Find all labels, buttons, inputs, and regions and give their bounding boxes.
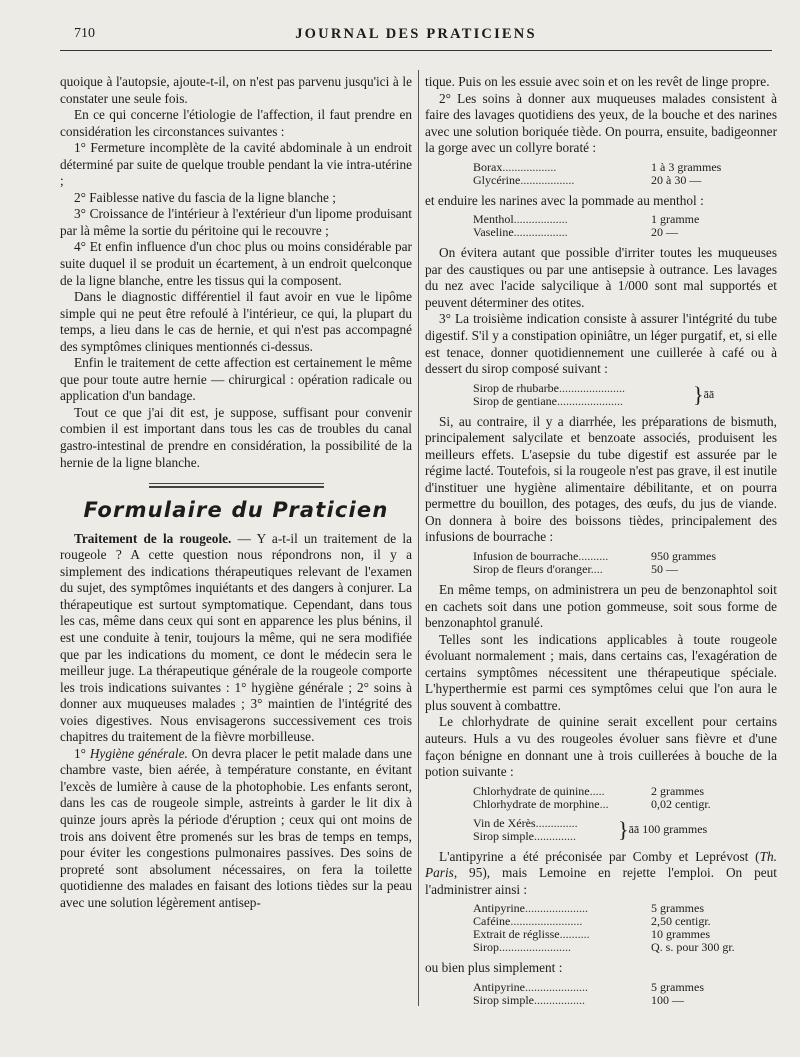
paragraph: 1° Fermeture incomplète de la cavité abdominale à un endroit déterminé par suite de quelque trouble pendant la vie intra-utérine ; — [60, 140, 412, 189]
prescription-row — [473, 563, 716, 576]
ingredient: Vin de Xérès.............. — [473, 816, 578, 830]
ingredient: Vaseline.................. — [473, 226, 568, 240]
ingredient: Caféine........................ — [473, 915, 583, 929]
quantity: 1 gramme — [651, 212, 700, 227]
paragraph — [60, 531, 412, 746]
paragraph: Le chlorhydrate de quinine serait excellent pour certains auteurs. Huls a vu des rougeoles évoluer sans fièvre et d'une façon bénigne en donnant une à trois cuillerées à bouche de la potion suivante : — [425, 714, 777, 780]
paragraph: quoique à l'autopsie, ajoute-t-il, on n'est pas parvenu jusqu'ici à le constater une seule fois. — [60, 74, 412, 106]
ingredient: Sirop de rhubarbe...................... — [473, 381, 625, 395]
ingredient: Chlorhydrate de morphine... — [473, 797, 609, 811]
brace: } — [693, 381, 704, 407]
quantity: 2,50 centigr. — [651, 914, 711, 929]
prescription-row — [473, 941, 735, 954]
prescription-row — [473, 161, 721, 174]
quantity: āā — [703, 387, 715, 402]
paragraph-text: On devra placer le petit malade dans une chambre vaste, bien aérée, à température constante, en évitant l'excès de lumière à cause de la photophobie. Les enfants seront, dans les cas de rougeole simple, astreints à garder le lit dix à quinze jours après la période d'éruption ; ceux qui ont moins de trois ans doivent être promenés sur les bras de temps en temps, pour éviter les congestions pulmonaires passives. Des soins de propreté sont absolument nécessaires, on fera la toilette quotidienne des malades en faisant des lotions tièdes sur la peau avec une solution légèrement antisep- — [60, 745, 413, 910]
column-separator — [418, 70, 419, 1006]
paragraph-lead: 1° — [74, 745, 90, 761]
quantity: 20 — — [651, 225, 678, 240]
journal-title: JOURNAL DES PRATICIENS — [295, 26, 537, 42]
ingredient: Sirop de fleurs d'oranger.... — [473, 563, 603, 577]
prescription — [473, 981, 704, 1007]
paragraph: 2° Faiblesse native du fascia de la ligne blanche ; — [74, 189, 336, 205]
ingredient: Chlorhydrate de quinine..... — [473, 784, 605, 798]
quantity: Q. s. pour 300 gr. — [651, 940, 735, 955]
ingredient: Sirop de gentiane...................... — [473, 394, 623, 408]
prescription — [473, 817, 707, 843]
ingredient: Sirop........................ — [473, 941, 572, 955]
ingredient: Borax.................. — [473, 160, 557, 174]
paragraph: Tout ce que j'ai dit est, je suppose, suffisant pour convenir combien il est important dans tous les cas de troubles du canal gastro-intestinal de prendre en considération, la possibilité de la hernie de la ligne blanche. — [60, 404, 412, 470]
brace: } — [618, 816, 629, 842]
prescription — [473, 382, 714, 408]
ingredient: Glycérine.................. — [473, 173, 575, 187]
paragraph: Enfin le traitement de cette affection est certainement le même que pour toute autre hernie — chirurgical : opération radicale ou application d'un bandage. — [60, 355, 412, 404]
prescription-row — [473, 174, 721, 187]
ingredient: Extrait de réglisse.......... — [473, 928, 590, 942]
page-number: 710 — [74, 26, 95, 41]
quantity: 5 grammes — [651, 979, 704, 994]
prescription-row — [473, 798, 711, 811]
quantity: 50 — — [651, 562, 678, 577]
quantity: 0,02 centigr. — [651, 796, 711, 811]
prescription — [473, 161, 721, 187]
prescription — [473, 902, 735, 954]
paragraph: L'antipyrine a été préconisée par Comby et Leprévost (Th. Paris, 95), mais Lemoine en rejette l'emploi. On peut l'administrer ainsi : — [425, 848, 777, 897]
prescription-row — [473, 395, 714, 408]
section-divider — [149, 486, 324, 488]
prescription-row — [473, 981, 704, 994]
ingredient: Menthol.................. — [473, 213, 568, 227]
paragraph-text: — Y a-t-il un traitement de la rougeole ? A cette question nous répondrons non, il y a simplement des indications thérapeutiques relevant de l'examen du sujet, des symptômes inquiétants et des dangers à conjurer. La thérapeutique est surtout symptomatique. Cependant, dans tous les cas, même dans ceux qui sont en apparence les plus bénins, il est une conduite à tenir, toujours la même, qui ne sera modifiée que par les indications du moment, ce dont le médecin sera le meilleur juge. La thérapeutique générale de la rougeole comporte les trois indications suivantes : 1° hygiène générale ; 2° soins à donner aux muqueuses malades ; 3° maintien de l'intégrité des voies digestives. Nous envisagerons successivement ces trois chapitres du traitement de la fièvre morbilleuse. — [60, 530, 412, 745]
paragraph: 2° Les soins à donner aux muqueuses malades consistent à faire des lavages quotidiens des yeux, de la bouche et des narines avec une solution boriquée tiède. On pourra, ensuite, badigeonner la gorge avec un collyre boraté : — [425, 90, 777, 156]
prescription-row — [473, 226, 699, 239]
quantity: 1 à 3 grammes — [651, 159, 722, 174]
quantity: āā 100 grammes — [628, 822, 708, 837]
quantity: 5 grammes — [651, 901, 704, 916]
paragraph: Dans le diagnostic différentiel il faut avoir en vue le lipôme simple qui ne peut être refoulé à l'intérieur, ce qui, la plupart du temps, a lieu dans le cas de hernie, et qui n'est pas accompagné des symptômes cliniques mentionnés ci-dessus. — [60, 289, 412, 354]
prescription-row — [473, 994, 704, 1007]
prescription — [473, 213, 699, 239]
quantity: 950 grammes — [651, 549, 716, 564]
header-rule — [60, 50, 772, 51]
prescription-row — [473, 382, 714, 395]
paragraph: ou bien plus simplement : — [425, 960, 563, 976]
paragraph-lead: Traitement de la rougeole. — [74, 530, 232, 546]
prescription-row — [473, 817, 707, 830]
ingredient: Infusion de bourrache.......... — [473, 550, 609, 564]
quantity: 20 à 30 — — [651, 172, 702, 187]
prescription-row — [473, 550, 716, 563]
section-divider — [149, 483, 324, 484]
paragraph-italic: Hygiène générale. — [89, 745, 188, 761]
paragraph — [60, 746, 412, 911]
paragraph: 3° Croissance de l'intérieur à l'extérieur d'un lipome produisant par là même la sortie du péritoine qui le recouvre ; — [60, 206, 412, 238]
paragraph: En ce qui concerne l'étiologie de l'affection, il faut prendre en considération les circonstances suivantes : — [60, 107, 412, 139]
prescription-row — [473, 785, 711, 798]
ingredient: Sirop simple.............. — [473, 829, 577, 843]
paragraph: Telles sont les indications applicables à toute rougeole évoluant normalement ; mais, dans certains cas, l'exagération de certains symptômes nécessitent une thérapeutique spéciale. L'hyperthermie est parmi ces symptômes celui que l'on aura le plus souvent à combattre. — [425, 631, 777, 713]
quantity: 10 grammes — [651, 927, 710, 942]
ingredient: Antipyrine..................... — [473, 980, 588, 994]
left-column — [60, 74, 412, 911]
ingredient: Sirop simple................. — [473, 993, 586, 1007]
paragraph: 4° Et enfin influence d'un choc plus ou moins considérable par suite duquel il se produit un écartement, à un endroit quelconque de la ligne blanche, entre les tissus qui la composent. — [60, 239, 412, 288]
paragraph: En même temps, on administrera un peu de benzonaphtol soit en cachets soit dans une potion gommeuse, soit sous forme de benzonaphtol granulé. — [425, 582, 777, 631]
section-heading: Formulaire du Praticien — [83, 498, 389, 523]
ingredient: Antipyrine..................... — [473, 902, 588, 916]
quantity: 100 — — [651, 992, 684, 1007]
paragraph: et enduire les narines avec la pommade au menthol : — [425, 192, 704, 208]
prescription — [473, 785, 711, 811]
paragraph: tique. Puis on les essuie avec soin et on les revêt de linge propre. — [425, 74, 770, 89]
paragraph: 3° La troisième indication consiste à assurer l'intégrité du tube digestif. S'il y a constipation opiniâtre, un léger purgatif, et, si elle est tenace, donner quotidiennement une cuillerée à café ou à dessert du sirop composé suivant : — [425, 311, 777, 377]
quantity: 2 grammes — [651, 783, 704, 798]
running-header — [60, 24, 772, 46]
paragraph: On évitera autant que possible d'irriter toutes les muqueuses par des caustiques ou par une antisepsie à outrance. Les lavages du nez avec l'acide salycilique à 1/000 sont mal supportés et peuvent déterminer des otites. — [425, 245, 777, 310]
paragraph: Si, au contraire, il y a diarrhée, les préparations de bismuth, principalement salycilate et benzoate associés, produisent les meilleurs effets. L'asepsie du tube digestif est assurée par le régime lacté. Toutefois, si la rougeole n'est pas grave, il est inutile d'instituer une hygiène alimentaire débilitante, et on pourra permettre du bouillon, des potages, des œufs, du jus de viande. On donnera à boire des boissons tièdes, principalement des infusions de bourrache : — [425, 413, 777, 545]
right-column — [425, 74, 777, 1013]
prescription — [473, 550, 716, 576]
